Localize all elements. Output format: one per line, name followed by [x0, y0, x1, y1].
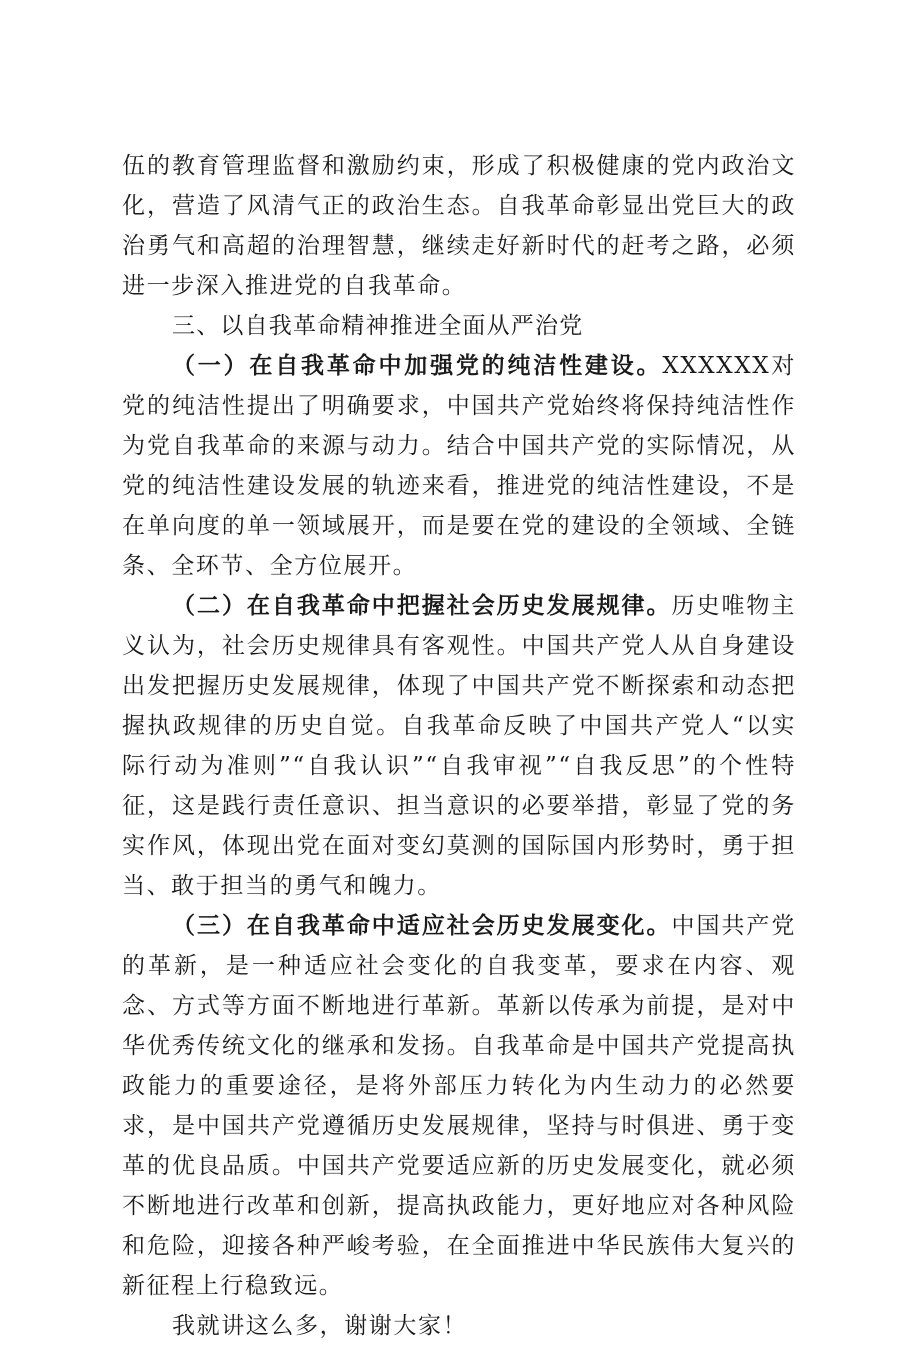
document-body [122, 146, 796, 1346]
subsection-2-body: 历史唯物主义认为，社会历史规律具有客观性。中国共产党人从自身建设出发把握历史发展规律，体现了中国共产党不断探索和动态把握执政规律的历史自觉。自我革命反映了中国共产党人“以实际行动为准则”“自我认识”“自我审视”“自我反思”的个性特征，这是践行责任意识、担当意识的必要举措，彰显了党的务实作风，体现出党在面对变幻莫测的国际国内形势时，勇于担当、敢于担当的勇气和魄力。 [122, 593, 796, 899]
subsection-1-title: （一）在自我革命中加强党的纯洁性建设。 [172, 352, 663, 379]
subsection-2-paragraph [122, 586, 796, 906]
subsection-3-paragraph [122, 906, 796, 1306]
subsection-1-body: XXXXXX对党的纯洁性提出了明确要求，中国共产党始终将保持纯洁性作为党自我革命的来源与动力。结合中国共产党的实际情况，从党的纯洁性建设发展的轨迹来看，推进党的纯洁性建设，不是在单向度的单一领域展开，而是要在党的建设的全领域、全链条、全环节、全方位展开。 [122, 353, 796, 579]
paragraph-continuation: 伍的教育管理监督和激励约束，形成了积极健康的党内政治文化，营造了风清气正的政治生态。自我革命彰显出党巨大的政治勇气和高超的治理智慧，继续走好新时代的赶考之路，必须进一步深入推进党的自我革命。 [122, 153, 796, 299]
subsection-3-body: 中国共产党的革新，是一种适应社会变化的自我变革，要求在内容、观念、方式等方面不断地进行革新。革新以传承为前提，是对中华优秀传统文化的继承和发扬。自我革命是中国共产党提高执政能力的重要途径，是将外部压力转化为内生动力的必然要求，是中国共产党遵循历史发展规律，坚持与时俱进、勇于变革的优良品质。中国共产党要适应新的历史发展变化，就必须不断地进行改革和创新，提高执政能力，更好地应对各种风险和危险，迎接各种严峻考验，在全面推进中华民族伟大复兴的新征程上行稳致远。 [122, 913, 796, 1299]
closing-remark: 我就讲这么多，谢谢大家！ [172, 1313, 468, 1339]
subsection-3-title: （三）在自我革命中适应社会历史发展变化。 [172, 912, 672, 939]
subsection-2-title: （二）在自我革命中把握社会历史发展规律。 [172, 592, 672, 619]
section-heading: 三、以自我革命精神推进全面从严治党 [172, 313, 584, 339]
subsection-1-paragraph [122, 346, 796, 586]
